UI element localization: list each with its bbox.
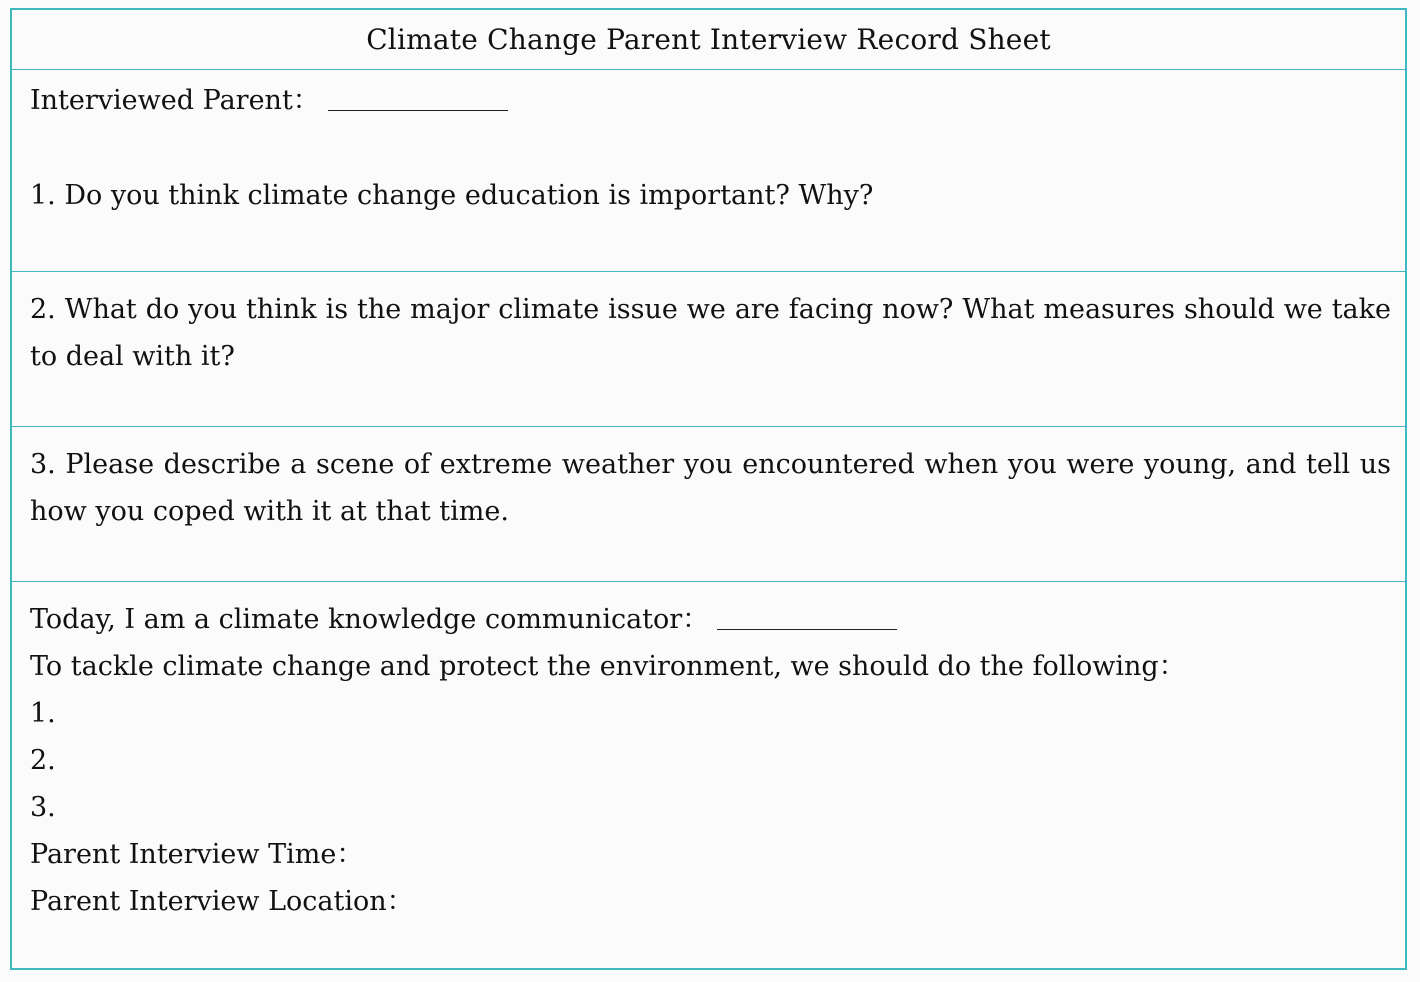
record-sheet — [10, 8, 1407, 970]
section-parent-question1 — [12, 70, 1405, 272]
list-item-3: 3. — [30, 792, 56, 823]
section-question3 — [12, 427, 1405, 582]
interviewed-parent-label: Interviewed Parent： — [30, 85, 320, 116]
list-item-2: 2. — [30, 745, 56, 776]
question-1: 1. Do you think climate change education is important? Why? — [30, 180, 874, 211]
list-item-1: 1. — [30, 698, 56, 729]
sheet-title-row — [12, 10, 1405, 70]
section-question2 — [12, 272, 1405, 427]
communicator-blank[interactable] — [717, 601, 897, 630]
interviewed-parent-line — [30, 77, 1391, 124]
question-3: 3. Please describe a scene of extreme weather you encountered when you were young, and tell us how you coped with it at that time. — [30, 449, 1391, 527]
sheet-title: Climate Change Parent Interview Record Sheet — [366, 23, 1051, 56]
communicator-line — [30, 596, 1391, 643]
interview-location-label: Parent Interview Location： — [30, 886, 414, 917]
communicator-label: Today, I am a climate knowledge communicator： — [30, 604, 710, 635]
tackle-intro: To tackle climate change and protect the environment, we should do the following： — [30, 651, 1186, 682]
interviewed-parent-blank[interactable] — [328, 82, 508, 111]
section-communicator — [12, 582, 1405, 970]
interview-time-label: Parent Interview Time： — [30, 839, 364, 870]
question-2: 2. What do you think is the major climate issue we are facing now? What measures should we take to deal with it? — [30, 294, 1391, 372]
